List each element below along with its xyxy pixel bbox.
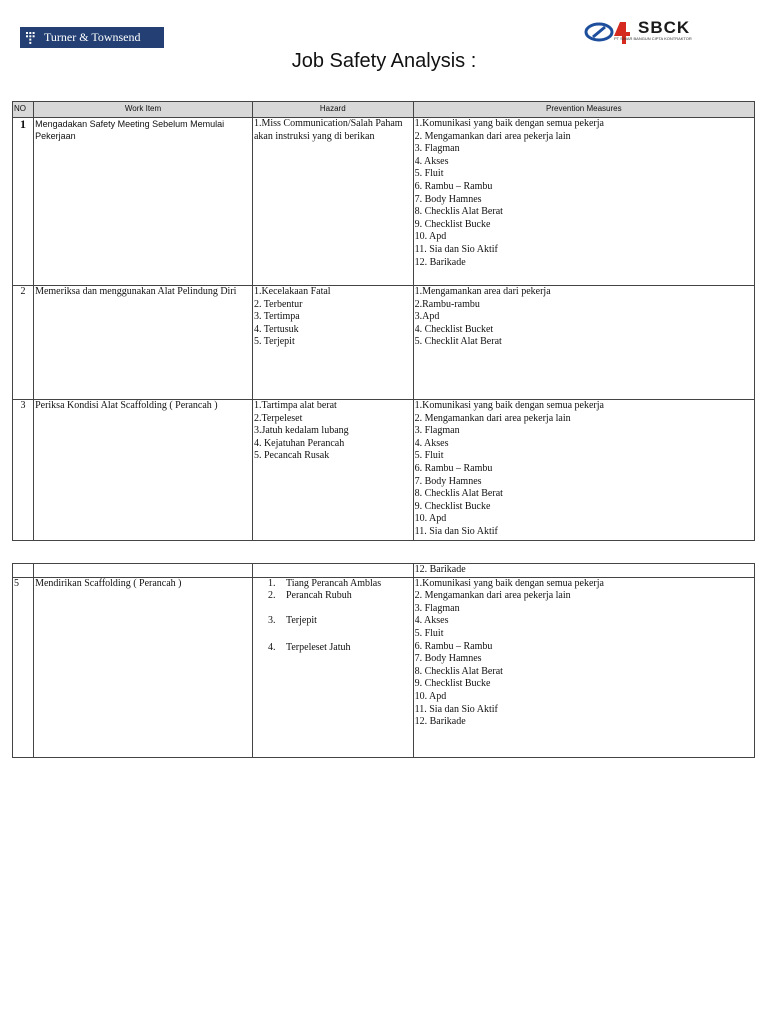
list-line: 6. Rambu – Rambu: [414, 640, 493, 652]
list-line: 9. Checklist Bucke: [414, 218, 491, 230]
list-line: 1.Tartimpa alat berat: [253, 400, 337, 411]
list-line: 2.Terpeleset: [253, 412, 303, 424]
list-line: 7. Body Hamnes: [414, 475, 482, 487]
list-line: 5. Fluit: [414, 627, 444, 639]
list-line: 3.Jatuh kedalam lubang: [253, 425, 349, 437]
list-line: 4. Tertusuk: [253, 323, 299, 335]
hazard-cell: [252, 400, 413, 541]
list-line: 3. Flagman: [414, 425, 460, 437]
prevention-cell: [413, 286, 754, 400]
list-line: 11. Sia dan Sio Aktif: [414, 243, 498, 255]
list-line: 10. Apd: [414, 231, 447, 243]
row-number: 3: [13, 400, 34, 541]
list-line: 1.Komunikasi yang baik dengan semua pekerja: [414, 577, 604, 589]
list-line: 2.Rambu-rambu: [414, 298, 480, 310]
prevention-cell: [413, 577, 754, 757]
table-row: [13, 577, 755, 757]
sbck-name: SBCK: [638, 18, 691, 37]
list-line: 4. Akses: [414, 437, 449, 449]
list-line: 9. Checklist Bucke: [414, 500, 491, 512]
hazard-cell: [252, 286, 413, 400]
list-line: 4. Checklist Bucket: [414, 323, 494, 335]
col-header-hazard: Hazard: [252, 102, 413, 118]
hazard-cell: [252, 118, 413, 286]
continuation-row: [13, 564, 755, 578]
list-line: 10. Apd: [414, 690, 447, 702]
tt-logo-text: Turner & Townsend: [44, 30, 141, 44]
row-number: 1: [13, 118, 34, 286]
list-line: 7. Body Hamnes: [414, 193, 482, 205]
list-line: 2. Mengamankan dari area pekerja lain: [414, 130, 571, 142]
sbck-emblem-icon: [584, 18, 640, 48]
list-line: 1.Kecelakaan Fatal: [253, 286, 331, 297]
tt-grid-icon: [26, 32, 38, 44]
list-line: 5. Pecancah Rusak: [253, 450, 330, 462]
list-line: 7. Body Hamnes: [414, 653, 482, 665]
col-header-prevention: Prevention Measures: [413, 102, 754, 118]
list-line: 3. Flagman: [414, 143, 460, 155]
prevention-cell: [413, 400, 754, 541]
row-number: 5: [13, 577, 34, 757]
sbck-logo: [584, 18, 736, 48]
page-title: Job Safety Analysis :: [291, 50, 477, 72]
list-line: 1.Miss Communication/Salah Paham akan instruksi yang di berikan: [253, 118, 403, 142]
list-line: 12. Barikade: [414, 256, 466, 268]
list-line: 11. Sia dan Sio Aktif: [414, 525, 498, 537]
list-line: 5. Fluit: [414, 168, 444, 180]
list-line: 5. Checklit Alat Berat: [414, 336, 502, 348]
work-item-cell: Mengadakan Safety Meeting Sebelum Memulai Pekerjaan: [34, 118, 253, 286]
table-row: [13, 286, 755, 400]
list-line: 8. Checklis Alat Berat: [414, 488, 503, 500]
list-line: 5. Terjepit: [253, 336, 295, 348]
list-line: 3. Tertimpa: [253, 311, 300, 323]
list-line: 1.Komunikasi yang baik dengan semua pekerja: [414, 400, 604, 411]
list-line: 8. Checklis Alat Berat: [414, 206, 503, 218]
list-item: 1. Tiang Perancah Amblas: [267, 577, 382, 589]
list-line: 2. Mengamankan dari area pekerja lain: [414, 412, 571, 424]
list-line: 4. Akses: [414, 615, 449, 627]
empty-cell: [13, 564, 34, 578]
list-line: 8. Checklis Alat Berat: [414, 665, 503, 677]
prevention-cell: 12. Barikade: [413, 564, 754, 578]
jsa-table: [12, 101, 755, 541]
col-header-work-item: Work Item: [34, 102, 253, 118]
list-item: 2. Perancah Rubuh: [267, 590, 352, 602]
jsa-table-continued: [12, 563, 755, 758]
list-item: 4. Terpeleset Jatuh: [267, 642, 351, 654]
list-line: 3.Apd: [414, 311, 440, 323]
table-row: [13, 400, 755, 541]
list-line: 2. Mengamankan dari area pekerja lain: [414, 590, 571, 602]
turner-townsend-logo: [20, 27, 164, 48]
list-item: 3. Terjepit: [267, 614, 317, 626]
empty-cell: [252, 564, 413, 578]
work-item-cell: Mendirikan Scaffolding ( Perancah ): [34, 577, 253, 757]
row-number: 2: [13, 286, 34, 400]
work-item-cell: Periksa Kondisi Alat Scaffolding ( Perancah ): [34, 400, 253, 541]
list-line: 9. Checklist Bucke: [414, 678, 491, 690]
list-line: 4. Akses: [414, 155, 449, 167]
list-line: 1.Mengamankan area dari pekerja: [414, 286, 551, 297]
col-header-no: NO: [13, 102, 34, 118]
work-item-cell: Memeriksa dan menggunakan Alat Pelindung Diri: [34, 286, 253, 400]
list-line: 1.Komunikasi yang baik dengan semua pekerja: [414, 118, 604, 129]
hazard-cell: [252, 577, 413, 757]
table-header-row: [13, 102, 755, 118]
list-line: 6. Rambu – Rambu: [414, 462, 493, 474]
list-line: 10. Apd: [414, 513, 447, 525]
hazard-numbered-list: [254, 578, 412, 655]
list-line: 12. Barikade: [414, 716, 466, 728]
empty-cell: [34, 564, 253, 578]
list-line: 11. Sia dan Sio Aktif: [414, 703, 498, 715]
table-row: [13, 118, 755, 286]
list-line: 4. Kejatuhan Perancah: [253, 437, 345, 449]
sbck-subtitle: PT SINAR BANGUN CIPTA KONTRAKTOR: [614, 36, 692, 41]
list-line: 3. Flagman: [414, 602, 460, 614]
list-line: 2. Terbentur: [253, 298, 303, 310]
list-line: 6. Rambu – Rambu: [414, 180, 493, 192]
prevention-cell: [413, 118, 754, 286]
list-line: 5. Fluit: [414, 450, 444, 462]
